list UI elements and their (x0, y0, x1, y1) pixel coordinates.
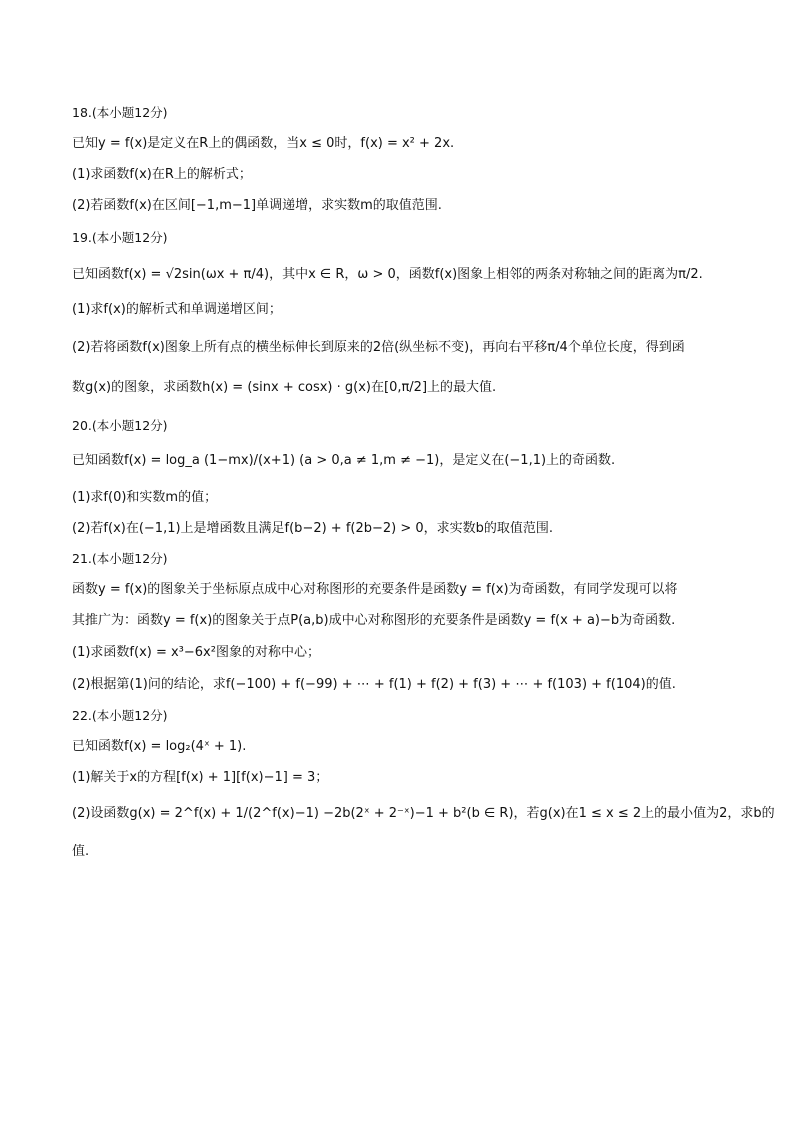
problem-21-header: 21.(本小题12分) (72, 551, 168, 566)
problem-19-line-3: (2)若将函数f(x)图象上所有点的横坐标伸长到原来的2倍(纵坐标不变)，再向右平移π/4个单位长度，得到函 (72, 340, 685, 355)
problem-21-line-1: 函数y = f(x)的图象关于坐标原点成中心对称图形的充要条件是函数y = f(x)为奇函数，有同学发现可以将 (72, 582, 678, 597)
problem-18-line-2: (1)求函数f(x)在R上的解析式； (72, 167, 252, 182)
problem-22-header: 22.(本小题12分) (72, 708, 168, 723)
problem-21-line-4: (2)根据第(1)问的结论，求f(−100) + f(−99) + ⋯ + f(1) + f(2) + f(3) + ⋯ + f(103) + f(104)的值. (72, 677, 676, 692)
problem-20-line-1: 已知函数f(x) = log_a (1−mx)/(x+1) (a > 0,a ≠ 1,m ≠ −1)，是定义在(−1,1)上的奇函数. (72, 453, 616, 468)
problem-19-line-2: (1)求f(x)的解析式和单调递增区间； (72, 302, 282, 317)
problem-18-line-3: (2)若函数f(x)在区间[−1,m−1]单调递增，求实数m的取值范围. (72, 198, 442, 213)
problem-21-line-2: 其推广为：函数y = f(x)的图象关于点P(a,b)成中心对称图形的充要条件是函数y = f(x + a)−b为奇函数. (72, 613, 676, 628)
problem-22-line-3: (2)设函数g(x) = 2^f(x) + 1/(2^f(x)−1) −2b(2ˣ + 2⁻ˣ)−1 + b²(b ∈ R)，若g(x)在1 ≤ x ≤ 2上的最小值为2，求b的 (72, 806, 775, 821)
problem-21-line-3: (1)求函数f(x) = x³−6x²图象的对称中心； (72, 645, 320, 660)
problem-20-line-3: (2)若f(x)在(−1,1)上是增函数且满足f(b−2) + f(2b−2) > 0，求实数b的取值范围. (72, 521, 554, 536)
problem-20-header: 20.(本小题12分) (72, 418, 168, 433)
problem-18-line-1: 已知y = f(x)是定义在R上的偶函数，当x ≤ 0时，f(x) = x² + 2x. (72, 136, 455, 151)
problem-22-line-4: 值. (72, 844, 90, 859)
problem-22-line-1: 已知函数f(x) = log₂(4ˣ + 1). (72, 739, 247, 754)
problem-18-header: 18.(本小题12分) (72, 105, 168, 120)
problem-19-line-1: 已知函数f(x) = √2sin(ωx + π/4)，其中x ∈ R，ω > 0，函数f(x)图象上相邻的两条对称轴之间的距离为π/2. (72, 267, 703, 282)
problem-20-line-2: (1)求f(0)和实数m的值； (72, 490, 218, 505)
problem-19-line-4: 数g(x)的图象，求函数h(x) = (sinx + cosx) · g(x)在[0,π/2]上的最大值. (72, 380, 497, 395)
problem-22-line-2: (1)解关于x的方程[f(x) + 1][f(x)−1] = 3； (72, 770, 329, 785)
problem-19-header: 19.(本小题12分) (72, 230, 168, 245)
